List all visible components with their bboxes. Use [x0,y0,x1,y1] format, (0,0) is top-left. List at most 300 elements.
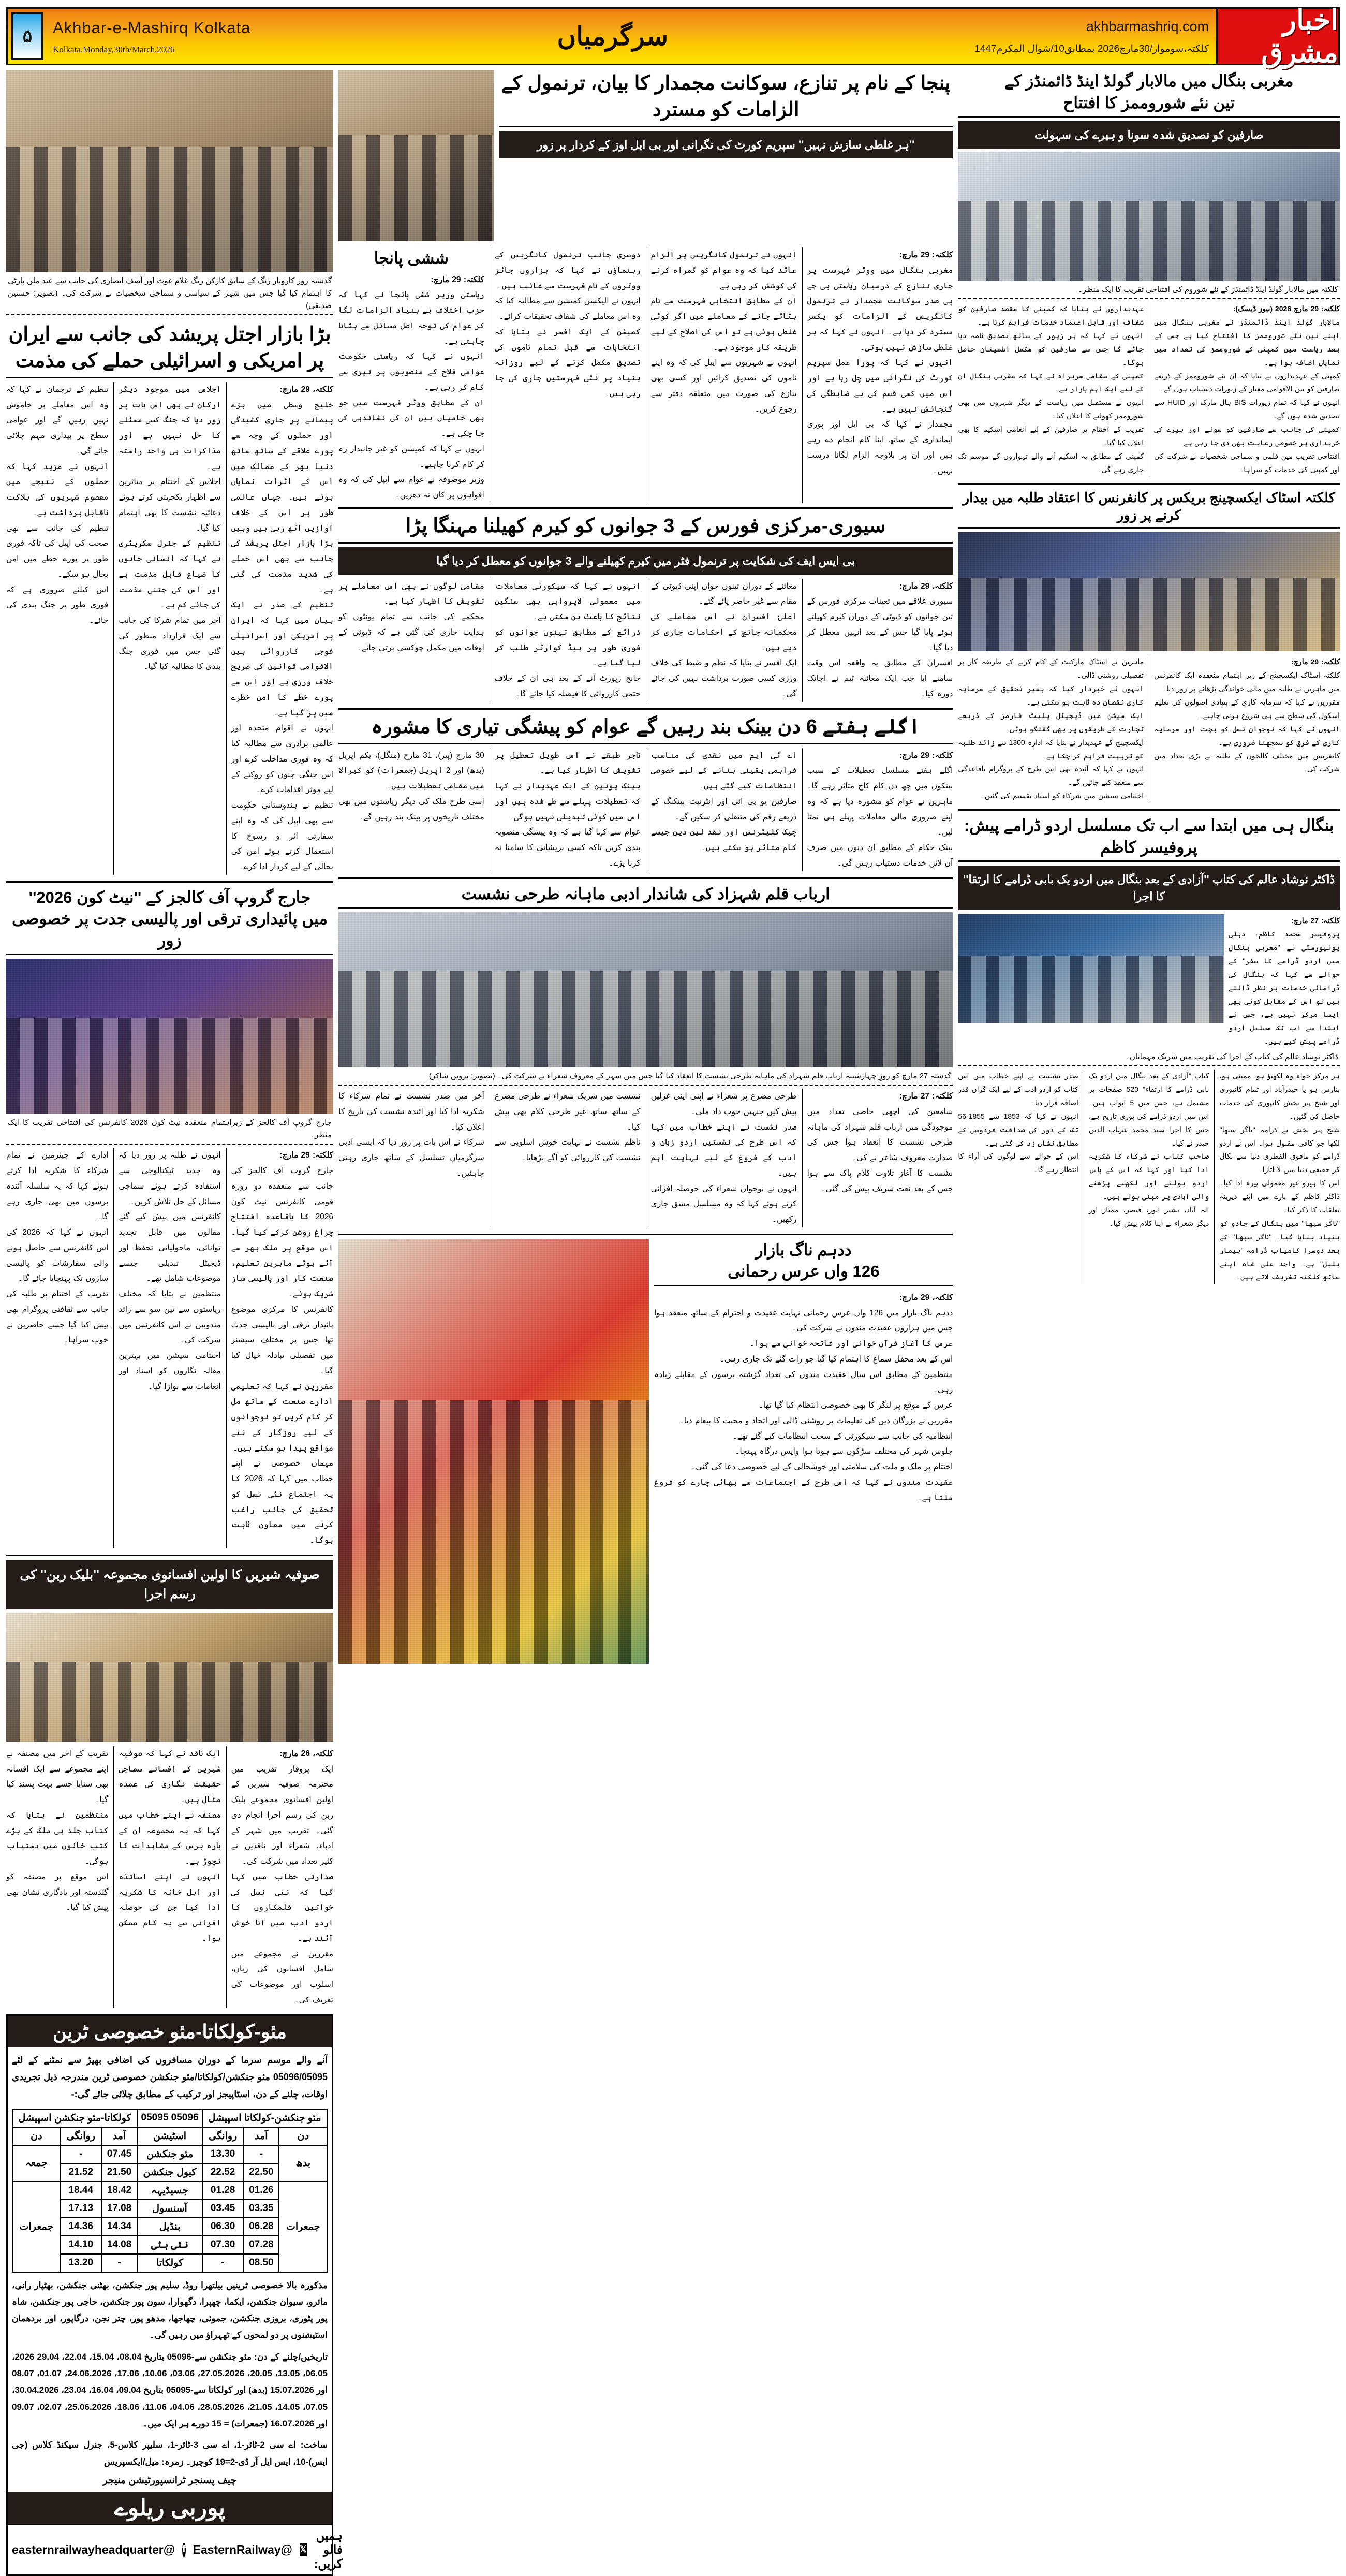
td-arr-right: 03.35 [243,2200,279,2218]
story-blackribbon-p1 [231,1746,333,1762]
lead-col-3 [490,247,641,503]
bank-p1 [807,748,953,764]
td-day-left: جمعہ [12,2145,61,2182]
paper-date-urdu: کلکتہ،سوموار/30مارچ2026 بمطابق10/شوال المکرم1447 [974,43,1209,54]
lit-p9: آخر میں صدر نشست نے تمام شرکاء کا شکریہ ادا کیا اور آئندہ نشست کی تاریخ کا اعلان کیا۔ [338,1092,484,1132]
sentry-p4: معائنے کے دوران تینوں جوان اپنی ڈیوٹی کے مقام سے غیر حاضر پائے گئے۔ [650,581,797,606]
th-group-left: کولکاتا-مئو جنکشن اسپیشل [12,2109,137,2127]
story-iran-p11: انہوں نے مزید کہا کہ حملوں کے نتیجے میں معصوم شہریوں کی ہلاکت ناقابل برداشت ہے۔ [6,462,109,517]
kazim-p1 [1229,914,1340,928]
urs-p7: مقررین نے بزرگان دین کی تعلیمات پر روشنی ڈالی اور اتحاد و محبت کا پیغام دیا۔ [679,1416,953,1425]
malabar-headline-1: مغربی بنگال میں مالابار گولڈ اینڈ ڈائمنڈز کے [1004,72,1294,90]
lead-col-1 [802,247,953,503]
th-day-right: دن [279,2127,327,2145]
lead-col-4 [338,247,484,503]
malabar-p10: انہوں نے مستقبل میں ریاست کے دیگر شہروں میں بھی شوروممز کھولنے کا اعلان کیا۔ [958,398,1144,420]
x-logo-icon[interactable]: 𝕏 [300,2543,307,2556]
td-arr-right: 06.28 [243,2218,279,2236]
td-dep-left: 21.52 [61,2163,101,2182]
story-urs-headline-1: ددہم ناگ بازار [755,1240,852,1259]
photo-caption-malabar: کلکتہ میں مالابار گولڈ اینڈ ڈائمنڈز کے نئے شوروم کی افتتاحی تقریب کا ایک منظر۔ [958,281,1340,299]
photo-figures [958,201,1340,281]
bank-col-3 [490,748,641,871]
td-arr-right: - [243,2145,279,2163]
urs-dateline: کلکتہ، 29 مارچ: [899,1293,953,1302]
td-station: مئو جنکشن [137,2145,202,2163]
kazim-p7: کتاب ''آزادی کے بعد بنگال میں اردو یک بابی ڈرامے کا ارتقاء'' 520 صفحات پر مشتمل ہے، جس میں 5 ابواب ہیں۔ اس میں اردو ڈرامے کی پوری تاریخ ہے، جس کا اجرا سید محمد شہاب الدین حیدر نے کیا۔ [1088,1072,1209,1147]
railway-ad-intro: آنے والے موسم سرما کے دوران مسافروں کی اضافی بھیڑ سے نمٹنے کے لئے 05096/05095 مئو جنکشن/کولکاتا/مئو جنکشن خصوصی ٹرین مندرجہ ذیل تجریدی اوقات، چلنے کے دن، اسٹاپیجز اور ترکیب کے مطابق چلائی جائے گی:- [12,2054,328,2100]
td-dep-left: 14.36 [61,2218,101,2236]
story-iran-p12: تنظیم کی جانب سے بھی صحت کی اپیل کی تاکہ فوری طور پر پورے خطے میں امن بحال ہو سکے۔ [6,523,109,579]
lit-col-1 [802,1089,953,1227]
left-photo-block [6,70,333,315]
kse-p9: ایکسچینج کے عہدیدار نے بتایا کہ ادارہ 1300 سے زائد طلبہ کو تربیت فراہم کر چکا ہے۔ [958,738,1144,760]
website-url[interactable]: akhbarmashriq.com [1086,19,1209,34]
story-kse [958,489,1340,803]
malabar-headline-2: تین نئے شوروممز کا افتتاح [958,92,1340,118]
td-station: نئی ہٹی [137,2236,202,2254]
td-dep-left: 13.20 [61,2254,101,2272]
railway-ad-composition: ساخت: اے سی 2-ٹائر-1، اے سی 3-ٹائر-1، سلیپر کلاس-5، جنرل سیکنڈ کلاس (جی ایس)-10، ایس ایل آر ڈی-2=19 کوچیز۔ زمرہ: میل/ایکسپریس [12,2440,328,2467]
story-malabar [958,70,1340,477]
middle-lead-text-wrap [499,70,953,241]
lit-col-4 [338,1089,484,1227]
lead-p9: انہوں نے الیکشن کمیشن سے مطالبہ کیا کہ وہ اس معاملے کی شفاف تحقیقات کرائے۔ [494,297,641,321]
urs-photo-wrap [338,1239,649,1664]
eastern-railway-social [8,2524,343,2574]
story-natcon-p11: انہوں نے کہا کہ 2026 کی اس کانفرنس سے حاصل ہونے والی سفارشات کو پالیسی سازوں تک پہنچایا جائے گا۔ [6,1228,109,1283]
kazim-p4: شیخ پیر بخش نے ڈرامہ ''ناگر سبھا'' لکھا جو کافی مقبول ہوا۔ اس نے اردو ڈرامے کو مافوق الفطری دنیا سے نکال کر حقیقی دنیا میں لا اتارا۔ [1219,1125,1340,1174]
td-arr-left: 21.50 [101,2163,137,2182]
story-natcon-col-2 [113,1148,220,1548]
kse-body [958,655,1340,803]
td-dep-left: 17.13 [61,2200,101,2218]
th-group-center: 05096 05095 [137,2109,202,2127]
td-dep-right: 07.30 [202,2236,243,2254]
story-natcon-p9: اختتامی سیشن میں بہترین مقالہ نگاروں کو اسناد اور انعامات سے نوازا گیا۔ [119,1351,221,1391]
lead-story-body [338,247,953,503]
malabar-p1 [1154,302,1340,316]
th-arr-right: آمد [243,2127,279,2145]
story-natcon-p5: مہمان خصوصی نے اپنے خطاب میں کہا کہ 2026 کا یہ اجتماع نئی نسل کو تحقیق کی جانب راغب کرنے میں معاون ثابت ہوگا۔ [231,1459,333,1545]
column-grid [6,70,1340,2576]
kazim-p2: پروفیسر محمد کاظم، دہلی یونیورسٹی نے ''مغربی بنگال میں اردو ڈرامے کا سفر'' کے حوالے سے کہا کہ بنگال کی ڈرامائی خدمات پر نظر ڈالتے ہیں تو اس کے مقابل کوئی بھی ایسا مرکز نہیں ہے، جس نے ابتدا سے اب تک مسلسل اردو ڈرامے پیش کیے ہیں۔ [1229,930,1340,1046]
divider-left-2 [6,1555,333,1556]
sentry-p9: جانچ رپورٹ آنے کے بعد ہی ان کے خلاف حتمی کارروائی کا فیصلہ کیا جائے گا۔ [494,674,641,698]
sentry-dateline: کلکتہ، 29 مارچ: [899,581,953,591]
facebook-handle[interactable]: @easternrailwayheadquarter [12,2542,175,2556]
lit-col-3 [490,1089,641,1227]
kse-dateline: کلکتہ: 29 مارچ: [1291,657,1340,666]
lead-p5: انہوں نے ترنمول کانگریس پر الزام عائد کیا کہ وہ عوام کو گمراہ کرنے کی کوشش کر رہی ہے۔ [650,251,797,290]
story-iran-col-3 [6,382,108,875]
kse-headline: کلکتہ اسٹاک ایکسچینج بریکس پر کانفرنس کا اعتقاد طلبہ میں بیدار کرنے پر زور [958,489,1340,529]
kazim-p9: الہ آباد، بشیر انور، قیصر، ممتاز اور دیگر شعراء نے اپنا کلام پیش کیا۔ [1088,1205,1209,1227]
page-body [6,70,1340,2576]
table-row [12,2182,327,2200]
lead-p6: ان کے مطابق انتخابی فہرست سے نام ہٹائے جانے کے معاملے میں اگر کوئی غلطی ہوئی ہے تو اس کی اصلاح کے لیے طریقہ کار موجود ہے۔ [650,297,797,352]
story-blackribbon-col-3 [6,1746,108,2008]
malabar-p6: افتتاحی تقریب میں فلمی و سماجی شخصیات نے شرکت کی اور کمپنی کی خدمات کو سراہا۔ [1154,451,1340,474]
lead-story-kicker: ''ہر غلطی سازش نہیں'' سپریم کورٹ کی نگرانی اور بی ایل اوز کے کردار پر زور [499,131,953,158]
td-arr-left: 18.42 [101,2182,137,2200]
bank-p8: بینک یونین کے ایک عہدیدار نے کہا کہ تعطیلات پہلے سے طے شدہ ہیں اور اس میں کوئی تبدیلی نہیں ہوگی۔ [494,782,641,822]
table-group-header-row [12,2109,327,2127]
sentry-p1 [807,579,953,594]
paper-date-english: Kolkata.Monday,30th/March,2026 [53,45,175,54]
sub-p6: وزیر موصوفہ نے عوام سے اپیل کی کہ وہ افواہوں پر کان نہ دھریں۔ [338,475,484,500]
bank-p4: اے ٹی ایم میں نقدی کی مناسب فراہمی یقینی بنانے کے لیے خصوصی انتظامات کیے گئے ہیں۔ [650,751,797,791]
story-blackribbon-headline: صوفیہ شیریں کا اولین افسانوی مجموعہ ''بلیک ربن'' کی رسم اجرا [6,1560,333,1609]
photo-literary-gathering [338,912,953,1067]
train-timetable [12,2109,328,2273]
divider-middle-2 [338,708,953,710]
lit-p8: ناظم نشست نے نہایت خوش اسلوبی سے نشست کی کارروائی کو آگے بڑھایا۔ [494,1138,641,1163]
photo-malabar-opening [958,152,1340,281]
story-iran-col-1 [226,382,333,875]
kazim-p3: ہر مرکز خواہ وہ لکھنؤ ہو، ممبئی ہو، بنارس ہو یا حیدرآباد اور تمام کانپوری اور شیخ پیر بخش کانپوری کی خدمات حاصل کی گئیں۔ [1219,1072,1340,1120]
sentry-p11: محکمے کی جانب سے تمام یونٹوں کو ہدایت جاری کی گئی ہے کہ ڈیوٹی کے اوقات میں مکمل چوکسی برتی جائے۔ [338,612,484,652]
story-natcon-dateline: کلکتہ: 29 مارچ: [279,1151,333,1160]
td-dep-right: - [202,2254,243,2272]
story-natcon-p12: تقریب کے اختتام پر طلبہ کی جانب سے ثقافتی پروگرام بھی پیش کیا گیا جسے حاضرین نے خوب سراہا۔ [6,1290,109,1345]
story-iran-p1 [231,382,333,398]
lit-p2: سامعین کی اچھی خاصی تعداد میں موجودگی میں ارباب قلم شہزاد کی ماہانہ طرحی نشست کا انعقاد ہوا جس کی صدارت معروف شاعر نے کی۔ [807,1107,953,1163]
railway-ad-body [8,2047,332,2492]
lead-p8: دوسری جانب ترنمول کانگریس کے رہنماؤں نے کہا کہ ہزاروں جائز ووٹروں کے نام فہرست سے غائب ہیں۔ [494,251,641,290]
story-iran-dateline: کلکتہ، 29 مارچ: [279,385,333,394]
story-iran-col-2 [113,382,220,875]
urs-p8: انتظامیہ کی جانب سے سیکورٹی کے سخت انتظامات کیے گئے تھے۔ [732,1431,953,1441]
story-iran-p2: خلیج وسطی میں بڑے پیمانے پر جاری کشیدگی اور حملوں کی وجہ سے پورے علاقے کے ساتھ ساتھ دنیا بھر کے ممالک میں اس کے اثرات نمایاں ہوئے ہیں۔ جہاں عالمی طور پر اس کے خلاف آوازیں اٹھ رہی ہیں وہیں بڑا بازار اجتل پریشد کی جانب سے بھی اس حملے کی شدید مذمت کی گئی ہے۔ [231,400,333,594]
railway-ad-stops: مذکورہ بالا خصوصی ٹرینیں بیلتھرا روڈ، سلیم پور جنکشن، بھٹنی جنکشن، بھٹپار رانی، مائرو، سیوان جنکشن، ایکما، چھپرا، دگھوارا، سون پور جنکشن، حاجی پور جنکشن، شاہ پور پٹوری، بروزی جنکشن، جموئی، چھاجھا، مدھو پور، چتر نجن، درگاپور، اور بردھمان اسٹیشنوں پر دو لمحوں کے ٹھہراؤ میں رہیں گی۔ [12,2280,328,2340]
bank-col-4 [338,748,484,871]
story-natcon-p8: منتظمین نے بتایا کہ مختلف ریاستوں سے تین سو سے زائد مندوبین نے اس کانفرنس میں شرکت کی۔ [119,1290,221,1345]
story-natcon-p4: مقررین نے کہا کہ تعلیمی ادارے صنعت کے ساتھ مل کر کام کریں تو نوجوانوں کے لیے روزگار کے نئے مواقع پیدا ہو سکتے ہیں۔ [231,1382,333,1453]
sentry-col-4 [338,579,484,702]
td-station: آسنسول [137,2200,202,2218]
story-iran-p3: تنظیم کے صدر نے ایک بیان میں کہا کہ ایران پر امریکی اور اسرائیلی فوجی کارروائی بین الاقوامی قوانین کی صریح خلاف ورزی ہے اور اس سے پورے خطے کا امن خطرے میں پڑ گیا ہے۔ [231,601,333,718]
bank-p7: تاجر طبقے نے اس طویل تعطیل پر تشویش کا اظہار کیا ہے۔ [494,751,641,775]
td-station: کیول جنکشن [137,2163,202,2182]
railway-ad-signature: چیف پسنجر ٹرانسپورٹیشن منیجر [102,2475,237,2486]
masthead [6,5,1340,68]
bank-dateline: کلکتہ: 29 مارچ: [899,751,953,760]
bank-p6: چیک کلیئرنس اور نقد لین دین جیسے کام متاثر ہو سکتے ہیں۔ [650,828,797,853]
photo-figures [958,578,1340,652]
sub-p3: انہوں نے کہا کہ ریاستی حکومت عوامی فلاح کے منصوبوں پر تیزی سے کام کر رہی ہے۔ [338,352,484,392]
column-middle [338,70,953,2576]
story-bank-headline: اگلے ہفتے 6 دن بینک بند رہیں گے عوام کو پیشگی تیاری کا مشورہ [338,714,953,744]
story-sentry-body [338,579,953,702]
story-urs [338,1239,953,1664]
urs-p9: جلوس شہر کی مختلف سڑکوں سے ہوتا ہوا واپس درگاہ پہنچا۔ [735,1447,953,1456]
story-blackribbon-p10: اس موقع پر مصنفہ کو گلدستہ اور یادگاری نشان بھی پیش کیا گیا۔ [6,1872,109,1912]
photo-kse-conference [958,532,1340,651]
story-iran-p6: اجلاس میں موجود دیگر ارکان نے بھی اس بات پر زور دیا کہ جنگ کسی مسئلے کا حل نہیں ہے اور مذاکرات ہی واحد راستہ ہے۔ [119,385,221,471]
story-iran-p9: آخر میں تمام شرکا کی جانب سے ایک قرارداد منظور کی گئی جس میں فوری جنگ بندی کا مطالبہ کیا گیا۔ [119,616,221,671]
lead-dateline: کلکتہ: 29 مارچ: [899,251,953,259]
kse-p6: ماہرین نے اسٹاک مارکیٹ کے کام کرنے کے طریقہ کار پر تفصیلی روشنی ڈالی۔ [958,657,1144,680]
table-header-row [12,2127,327,2145]
facebook-icon[interactable]: f [182,2543,185,2557]
lit-p6: انہوں نے نوجوان شعراء کی حوصلہ افزائی کرتے ہوئے کہا کہ وہ مسلسل مشق جاری رکھیں۔ [650,1184,797,1224]
sentry-col-1 [802,579,953,702]
story-natcon-headline-1: جارج گروپ آف کالجز کے ''نیٹ کون 2026'' [28,888,311,906]
td-arr-left: 07.45 [101,2145,137,2163]
story-iran [6,321,333,875]
sentry-p7: انہوں نے کہا کہ سیکورٹی معاملات میں معمولی لاپرواہی بھی سنگین نتائج کا باعث بن سکتی ہے۔ [494,581,641,622]
divider-middle-4 [338,1234,953,1235]
malabar-p2: مالابار گولڈ اینڈ ڈائمنڈز نے مغربی بنگال میں اپنے تین نئے شوروممز کا افتتاح کیا ہے جس کے بعد ریاست میں کمپنی کے شوروممز کی تعداد میں نمایاں اضافہ ہوا ہے۔ [1154,317,1340,367]
paper-title-english: Akhbar-e-Mashirq Kolkata [53,19,251,37]
story-blackribbon-p9: منتظمین نے بتایا کہ کتاب جلد ہی ملک کے بڑے کتب خانوں میں دستیاب ہوگی۔ [6,1810,109,1866]
kazim-col-2 [1084,1070,1209,1284]
bank-col-1 [802,748,953,871]
story-blackribbon-p4: مقررین نے مجموعے میں شامل افسانوں کی زبان، اسلوب اور موضوعات کی تعریف کی۔ [231,1949,333,2004]
kazim-col-1 [1214,1070,1340,1284]
story-bank-body [338,748,953,871]
malabar-col-1 [1149,302,1340,477]
kse-col-1 [1149,655,1340,803]
story-natcon-col-1 [226,1148,333,1548]
eastern-railway-brand: پوربی ریلوے [8,2492,332,2524]
kse-p3: مقررین نے کہا کہ سرمایہ کاری کے بنیادی اصولوں کی تعلیم اسکول کی سطح سے ہی شروع ہونی چاہیے۔ [1154,697,1340,720]
td-dep-right: 22.52 [202,2163,243,2182]
kazim-photo-row [958,914,1340,1048]
td-dep-right: 06.30 [202,2218,243,2236]
story-natcon-body [6,1148,333,1548]
railway-advertisement [6,2014,343,2576]
sub-dateline: کلکتہ: 29 مارچ: [431,275,484,284]
story-natcon-p1 [231,1148,333,1163]
lead-p2: مغربی بنگال میں ووٹر فہرست پر جاری تنازع کے درمیان ریاستی بی جے پی صدر سوکانت مجمدار نے ترنمول کانگریس کے الزامات کو یکسر مسترد کر دیا ہے۔ انہوں نے کہا کہ ہر غلطی سازش نہیں ہوتی۔ [807,266,953,352]
story-natcon-col-3 [6,1148,108,1548]
td-station: جسیڈیہہ [137,2182,202,2200]
td-dep-left: - [61,2145,101,2163]
lead-p7: انہوں نے شہریوں سے اپیل کی کہ وہ اپنے ناموں کی تصدیق کرائیں اور کسی بھی تنازع کی صورت میں متعلقہ دفتر سے رجوع کریں۔ [650,358,797,414]
divider-middle-1 [338,507,953,509]
bank-p11: اسی طرح ملک کی دیگر ریاستوں میں بھی مختلف تاریخوں پر بینک بند رہیں گے۔ [338,797,484,822]
bank-col-2 [646,748,797,871]
urs-p1 [654,1290,953,1306]
lit-dateline: کلکتہ: 27 مارچ: [899,1092,953,1101]
kse-p11: اختتامی سیشن میں شرکاء کو اسناد تقسیم کی گئیں۔ [980,792,1144,800]
kse-p4: انہوں نے کہا کہ نوجوان نسل کو بچت اور سرمایہ کاری کے فرق کو سمجھنا ضروری ہے۔ [1154,724,1340,747]
td-day-right: جمعرات [279,2182,327,2272]
td-dep-right: 13.30 [202,2145,243,2163]
lead-col-2 [646,247,797,503]
kazim-col-3 [958,1070,1078,1284]
th-arr-left: آمد [101,2127,137,2145]
sentry-col-2 [646,579,797,702]
malabar-p9: کمپنی کے مقامی سربراہ نے کہا کہ مغربی بنگال ان کے لیے ایک اہم بازار ہے۔ [958,371,1144,393]
story-blackribbon-col-1 [226,1746,333,2008]
sentry-col-3 [490,579,641,702]
story-blackribbon-p8: تقریب کے آخر میں مصنفہ نے اپنے مجموعے سے ایک افسانہ بھی سنایا جسے بہت پسند کیا گیا۔ [6,1749,109,1805]
kazim-p12: اس کے حوالے سے لوگوں کی آراء کا انتظار رہے گا۔ [958,1152,1078,1174]
story-sentry-kicker: بی ایس ایف کی شکایت پر ترنمول فٹر میں کیرم کھیلنے والے 3 جوانوں کو معطل کر دیا گیا [338,547,953,575]
kazim-p8: صاحب کتاب نے شرکاء کا شکریہ ادا کیا اور کہا کہ اس کے پاس اردو بولنے اور لکھنے پڑھنے والی آبادی پر مبنی ہوتے ہیں۔ [1088,1152,1209,1201]
lead-p4: مجمدار نے کہا کہ بی ایل اوز پوری ایمانداری کے ساتھ اپنا کام انجام دے رہے ہیں اور ان پر بلاوجہ الزام لگانا درست نہیں۔ [807,420,953,475]
story-blackribbon [6,1560,333,2008]
photo-caption-kazim: ڈاکٹر نوشاد عالم کی کتاب کے اجرا کی تقریب میں شریک مہمانان۔ [958,1048,1340,1066]
kse-p8: ایک سیشن میں ڈیجیٹل پلیٹ فارمز کے ذریعے تجارت کے طریقوں پر بھی گفتگو ہوئی۔ [958,711,1144,733]
story-blackribbon-p3: صدارتی خطاب میں کہا گیا کہ نئی نسل کی خواتین قلمکاروں کا اردو ادب میں آنا خوش آئند ہے۔ [231,1872,333,1943]
th-station: اسٹیشن [137,2127,202,2145]
photo-figures [958,956,1224,1023]
bank-p3: بینک حکام کے مطابق ان دنوں میں صرف آن لائن خدمات دستیاب رہیں گی۔ [807,843,953,868]
th-group-right: مئو جنکشن-کولکاتا اسپیشل [202,2109,327,2127]
lit-p4: طرحی مصرع پر شعراء نے اپنی اپنی غزلیں پیش کیں جنہیں خوب داد ملی۔ [650,1092,797,1116]
bank-p9: عوام سے کہا گیا ہے کہ وہ پیشگی منصوبہ بندی کریں تاکہ کسی پریشانی کا سامنا نہ کرنا پڑے۔ [494,828,641,868]
story-iran-p7: اجلاس کے اختتام پر متاثرین سے اظہار یکجہتی کرتے ہوئے دعائیہ نشست کا بھی اہتمام کیا گیا۔ [119,477,221,533]
sub-p4: ان کے مطابق ووٹر فہرست میں جو بھی خامیاں ہیں ان کی نشاندہی کی جا چکی ہے۔ [338,398,484,438]
malabar-p5: کمپنی کی جانب سے صارفین کو سونے اور ہیرے کی خریداری پر خصوصی رعایت بھی دی جا رہی ہے۔ [1154,425,1340,447]
divider-right-1 [958,483,1340,485]
sub-story-headline: ششی پانجا [374,249,449,267]
urs-p2: ددہم ناگ بازار میں 126 واں عرس رحمانی نہایت عقیدت و احترام کے ساتھ منعقد ہوا جس میں ہزاروں عقیدت مندوں نے شرکت کی۔ [654,1308,953,1333]
story-sentry [338,513,953,702]
td-arr-right: 07.28 [243,2236,279,2254]
kazim-headline: بنگال ہی میں ابتدا سے اب تک مسلسل اردو ڈرامے پیش: پروفیسر کاظم [958,815,1340,862]
twitter-handle[interactable]: @EasternRailway [193,2542,292,2556]
lit-p1 [807,1089,953,1104]
story-kazim [958,815,1340,1284]
bank-p5: صارفین یو پی آئی اور انٹرنیٹ بینکنگ کے ذریعے رقم کی منتقلی کر سکیں گے۔ [650,797,797,822]
story-blackribbon-col-2 [113,1746,220,2008]
urs-p4: اس کے بعد محفل سماع کا اہتمام کیا گیا جو رات گئے تک جاری رہی۔ [719,1354,953,1364]
kazim-kicker: ڈاکٹر نوشاد عالم کی کتاب ''آزادی کے بعد بنگال میں اردو یک بابی ڈرامے کا ارتقا'' کا اجرا [958,866,1340,910]
photo-caption-eid: گذشتہ روز کاروبار رنگ کے سابق کارکن رنگ غلام غوث اور آصف انصاری کی جانب سے عید ملن پارٹی کا اہتمام کیا گیا جس میں شہر کے سیاسی و سماجی شخصیات نے شرکت کی۔ (تصویر: حسنین صدیقی) [6,272,333,315]
story-iran-p8: تنظیم کے جنرل سکریٹری نے کہا کہ انسانی جانوں کا ضیاع قابل مذمت ہے اور اس کی جتنی مذمت کی جائے کم ہے۔ [119,539,221,610]
malabar-dateline: کلکتہ: 29 مارچ 2026 (نیوز ڈیسک): [1233,304,1340,313]
sentry-p8: ذرائع کے مطابق تینوں جوانوں کو فوری طور پر ہیڈ کوارٹر طلب کر لیا گیا ہے۔ [494,627,641,668]
sentry-p10: مقامی لوگوں نے بھی اس معاملے پر تشویش کا اظہار کیا ہے۔ [338,581,484,606]
photo-eid-milan-party [6,70,333,272]
td-dep-left: 18.44 [61,2182,101,2200]
story-blackribbon-p5: ایک ناقد نے کہا کہ صوفیہ شیریں کے افسانے سماجی حقیقت نگاری کی عمدہ مثال ہیں۔ [119,1749,221,1805]
th-dep-left: روانگی [61,2127,101,2145]
td-day-left: جمعرات [12,2182,61,2272]
malabar-p4: انہوں نے کہا کہ تمام زیورات BIS ہال مارک اور HUID سے تصدیق شدہ ہوں گے۔ [1154,398,1340,420]
story-iran-headline: بڑا بازار اجتل پریشد کی جانب سے ایران پر امریکی و اسرائیلی حملے کی مذمت [6,321,333,378]
td-station: بنڈیل [137,2218,202,2236]
story-iran-p5: تنظیم نے ہندوستانی حکومت سے بھی اپیل کی کہ وہ اپنے سفارتی اثر و رسوخ کا استعمال کرتے ہوئے امن کی بحالی کے لیے کردار ادا کرے۔ [231,801,333,872]
story-blackribbon-p2: ایک پروقار تقریب میں محترمہ صوفیہ شیریں کے اولین افسانوی مجموعے بلیک ربن کی رسم اجرا انجام دی گئی۔ تقریب میں شہر کے ادباء، شعراء اور ناقدین نے کثیر تعداد میں شرکت کی۔ [231,1764,333,1866]
section-title-text: سرگرمیاں [557,22,669,51]
divider-right-2 [958,809,1340,811]
story-iran-p4: انہوں نے اقوام متحدہ اور عالمی برادری سے مطالبہ کیا کہ وہ فوری مداخلت کرے اور اس جنگی جنون کو روکنے کے لیے موثر اقدامات کرے۔ [231,724,333,795]
sentry-p2: سیوری علاقے میں تعینات مرکزی فورس کے تین جوانوں کو ڈیوٹی کے دوران کیرم کھیلتے ہوئے پایا گیا جس کے بعد انہیں معطل کر دیا گیا۔ [807,597,953,652]
kazim-photo-wrap [958,914,1224,1048]
photo-natcon-stage [6,959,333,1114]
story-natcon-p6: انہوں نے طلبہ پر زور دیا کہ وہ جدید ٹیکنالوجی سے استفادہ کرتے ہوئے سماجی مسائل کے حل تلاش کریں۔ [119,1151,221,1206]
malabar-col-2 [958,302,1144,477]
td-dep-left: 14.10 [61,2236,101,2254]
middle-lead-block [338,70,953,241]
lit-p10: شرکاء نے اس بات پر زور دیا کہ ایسی ادبی سرگرمیاں تسلسل کے ساتھ جاری رہنی چاہئیں۔ [338,1138,484,1178]
story-blackribbon-p6: مصنفہ نے اپنے خطاب میں کہا کہ یہ مجموعہ ان کے بارہ برس کے مشاہدات کا نچوڑ ہے۔ [119,1810,221,1866]
sentry-p3: افسران کے مطابق یہ واقعہ اس وقت سامنے آیا جب ایک معائنہ ٹیم نے اچانک دورہ کیا۔ [807,658,953,698]
story-literary-body [338,1089,953,1227]
railway-ad-dates: تاریخیں/چلنے کے دن: مئو جنکشن سے-05096 بتاریخ 08.04، 15.04، 22.04، 29.04 2026، 06.05، 13.05، 20.05، 27.05.2026، 03.06، 10.06، 17.06، 24.06.2026، 01.07، 08.07 اور 15.07.2026 (بدھ) اور کولکاتا سے-05095 بتاریخ 09.04، 16.04، 23.04، 30.04.2026، 07.05، 14.05، 21.05، 28.05.2026، 04.06، 11.06، 18.06، 25.06.2026، 02.07، 09.07 اور 16.07.2026 (جمعرات) = 15 دورے ہر ایک میں۔ [12,2351,328,2428]
td-dep-right: 03.45 [202,2200,243,2218]
td-arr-right: 22.50 [243,2163,279,2182]
malabar-p8: انہوں نے کہا کہ ہر زیور کے ساتھ تصدیق نامہ دیا جائے گا جس سے صارفین کو مکمل اطمینان حاصل ہوگا۔ [958,331,1144,367]
malabar-p3: کمپنی کے عہدیداروں نے بتایا کہ ان نئے شوروممز کے ذریعے صارفین کو بین الاقوامی معیار کے زیورات دستیاب ہوں گے۔ [1154,371,1340,393]
td-station: کولکاتا [137,2254,202,2272]
th-dep-right: روانگی [202,2127,243,2145]
column-left [6,70,343,2576]
column-right [958,70,1340,2576]
table-row [12,2145,327,2163]
sub-p1 [338,272,484,288]
urs-p3: عرس کا آغاز قرآن خوانی اور فاتحہ خوانی سے ہوا۔ [749,1339,953,1349]
story-natcon-headline-2: میں پائیداری ترقی اور پالیسی جدت پر خصوصی زور [6,908,333,955]
lit-p5: صدر نشست نے اپنے خطاب میں کہا کہ اس طرح کی نشستیں اردو زبان و ادب کے فروغ کے لیے نہایت اہم ہیں۔ [650,1122,797,1178]
kse-col-2 [958,655,1144,803]
story-natcon-p10: ادارے کے چیئرمین نے تمام شرکاء کا شکریہ ادا کرتے ہوئے کہا کہ یہ سلسلہ آئندہ برسوں میں بھی جاری رہے گا۔ [6,1151,109,1222]
lead-story-headline: پنجا کے نام پر تنازع، سوکانت مجمدار کا بیان، ترنمول کے الزامات کو مسترد [499,70,953,127]
divider-left-1 [6,881,333,883]
page-number-badge: ۵ [11,12,43,60]
story-blackribbon-p7: انہوں نے اپنے اساتذہ اور اہل خانہ کا شکریہ ادا کیا جن کی حوصلہ افزائی سے یہ کام ممکن ہوا۔ [119,1872,221,1943]
sub-p2: ریاستی وزیر ششی پانجا نے کہا کہ حزب اختلاف بے بنیاد الزامات لگا کر عوام کی توجہ اصل مسائل سے ہٹانا چاہتی ہے۔ [338,290,484,346]
photo-figures [338,135,494,241]
follow-label: ہمیں فالو کریں: [314,2528,343,2570]
story-iran-body [6,382,333,875]
kazim-p6: ''ناگر سبھا'' میں بنگال کے جادو کو بنیاد بنایا گیا۔ ''ناگر سبھا'' کے بعد دوسرا کامیاب ڈرامہ ''بیمار بلبل'' ہے۔ واجد علی شاہ اپنے ساتھ کلکتہ تشریف لاتے ہیں۔ [1219,1219,1340,1281]
malabar-p11: تقریب کے اختتام پر صارفین کے لیے انعامی اسکیم کا بھی اعلان کیا گیا۔ [958,425,1144,447]
kse-p2: کلکتہ اسٹاک ایکسچینج کے زیر اہتمام منعقدہ ایک کانفرنس میں ماہرین نے طلبہ میں مالی خواندگی بڑھانے پر زور دیا۔ [1154,671,1340,693]
divider-middle-3 [338,877,953,879]
section-title [250,9,974,64]
td-arr-left: 14.08 [101,2236,137,2254]
story-natcon-p3: کانفرنس کا مرکزی موضوع پائیدار ترقی اور پالیسی جدت تھا جس پر مختلف سیشنز میں تفصیلی تبادلہ خیال کیا گیا۔ [231,1305,333,1375]
malabar-kicker: صارفین کو تصدیق شدہ سونا و ہیرے کی سہولت [958,121,1340,149]
masthead-right [974,9,1216,64]
photo-figures [6,147,333,272]
paper-logo-urdu: اخبار مشرق [1216,9,1338,64]
td-arr-right: 01.26 [243,2182,279,2200]
kazim-body [958,1070,1340,1284]
urs-p10: اختتام پر ملک و ملت کی سلامتی اور خوشحالی کے لیے خصوصی دعا کی گئی۔ [691,1462,953,1472]
photo-urs-procession [338,1239,649,1664]
photo-figures [338,1400,649,1663]
td-arr-left: 17.08 [101,2200,137,2218]
lit-col-2 [646,1089,797,1227]
photo-caption-literary: گذشتہ 27 مارچ کو روزِ چہارشنبہ ارباب قلم شہزاد کی ماہانہ طرحی نشست کا انعقاد کیا گیا جس میں شہر کے معروف شعراء نے شرکت کی۔ (تصویر: پرویں شاکر) [338,1067,953,1086]
kazim-p10: صدر نشست نے اپنے خطاب میں اس کتاب کو اردو ادب کے لیے ایک گراں قدر اضافہ قرار دیا۔ [958,1072,1078,1107]
story-literary-headline: ارباب قلم شہزاد کی شاندار ادبی ماہانہ طرحی نشست [338,883,953,909]
td-arr-left: - [101,2254,137,2272]
bank-p10: 30 مارچ (پیر)، 31 مارچ (منگل)، یکم اپریل (بدھ) اور 2 اپریل (جمعرات) کو کیرالا میں مقامی تعطیلات ہیں۔ [338,751,484,791]
story-bank [338,714,953,871]
story-literary [338,883,953,1227]
kazim-p11: انہوں نے کہا کہ 1853 سے 1855-56 تک کے دور کی صداقت فردوسی کے مطابق نشان زد کی گئی ہے۔ [958,1111,1078,1147]
urs-text-wrap [654,1239,953,1664]
story-sentry-headline: سیوری-مرکزی فورس کے 3 جوانوں کو کیرم کھیلنا مہنگا پڑا [338,513,953,544]
malabar-p7: عہدیداروں نے بتایا کہ کمپنی کا مقصد صارفین کو شفاف اور قابل اعتماد خدمات فراہم کرنا ہے۔ [958,304,1144,326]
lit-p7: نشست میں شریک شعراء نے طرحی مصرع کے ساتھ ساتھ غیر طرحی کلام بھی پیش کیا۔ [494,1092,641,1132]
kazim-dateline: کلکتہ: 27 مارچ: [1291,916,1340,925]
story-iran-p13: اس کیلئے ضروری ہے کہ فوری طور پر جنگ بندی کی جائے۔ [6,585,109,625]
story-natcon-p7: کانفرنس میں پیش کیے گئے مقالوں میں قابل تجدید توانائی، ماحولیاتی تحفظ اور ڈیجیٹل تبدیلی جیسے موضوعات شامل تھے۔ [119,1212,221,1283]
masthead-left [43,9,250,64]
story-blackribbon-dateline: کلکتہ، 26 مارچ: [279,1749,333,1758]
kse-p1 [1154,655,1340,669]
